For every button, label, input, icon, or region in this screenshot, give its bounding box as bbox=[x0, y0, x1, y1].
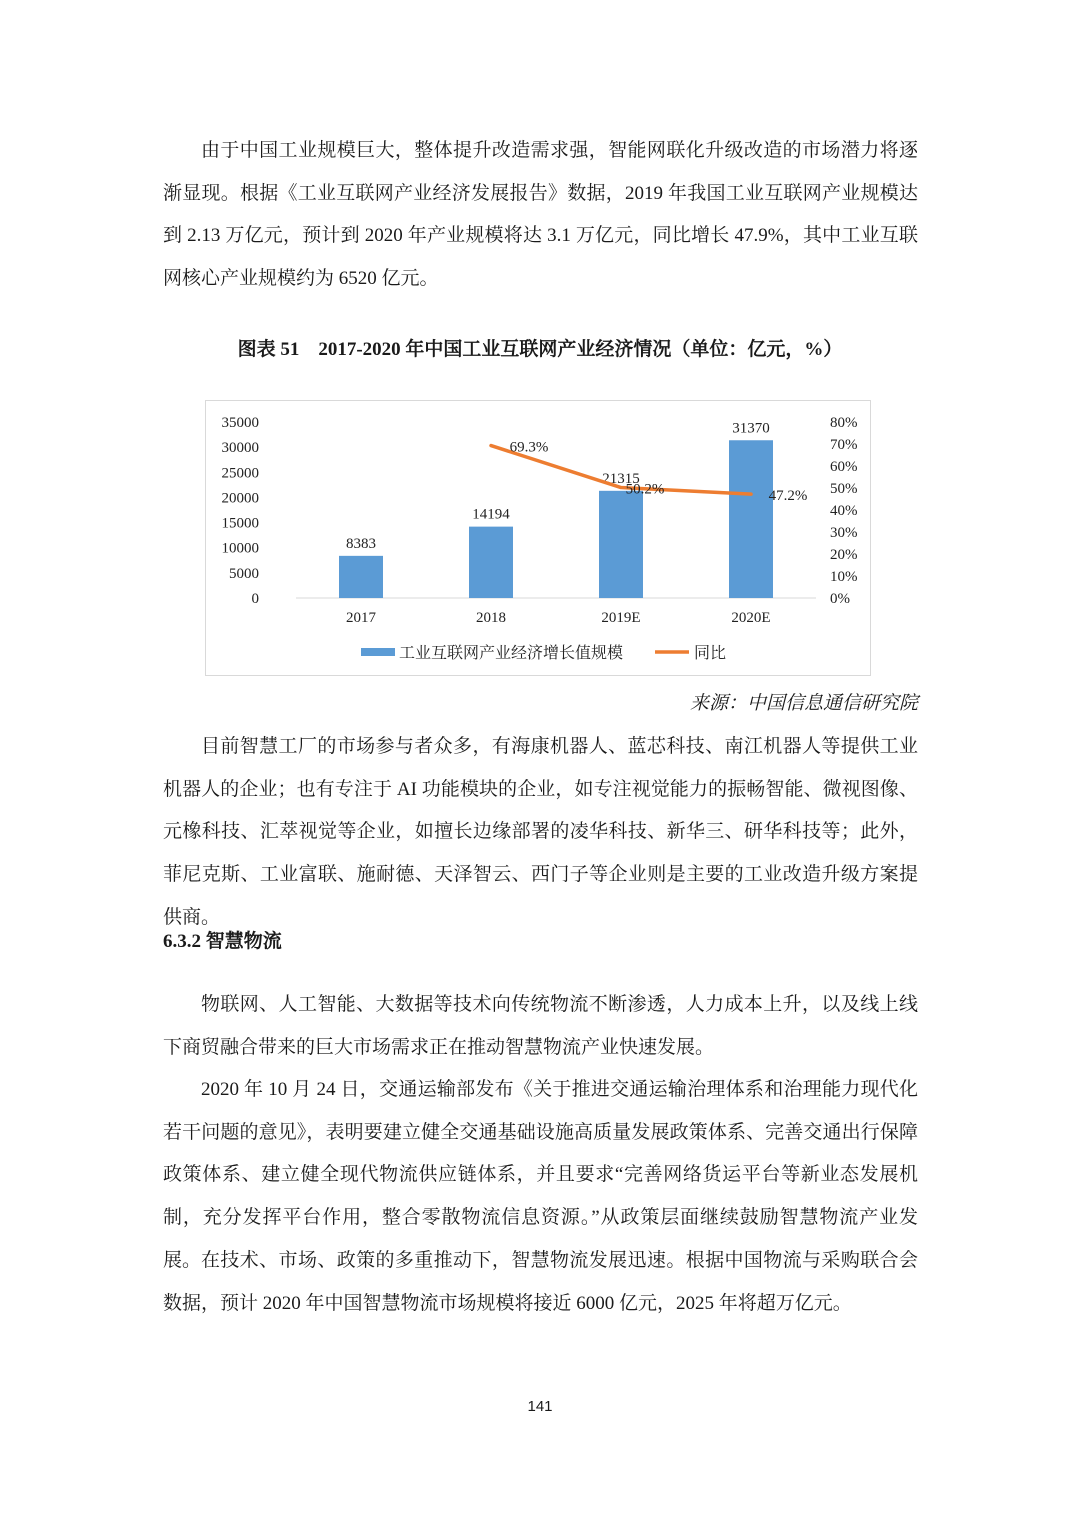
y-left-tick-label: 35000 bbox=[221, 415, 259, 431]
legend-swatch-bar bbox=[361, 648, 395, 656]
line-value-label: 69.3% bbox=[509, 439, 549, 456]
page-number: 141 bbox=[527, 1398, 553, 1415]
smart-factory-paragraph: 目前智慧工厂的市场参与者众多，有海康机器人、蓝芯科技、南江机器人等提供工业机器人的企业；也有专注于 AI 功能模块的企业，如专注视觉能力的振畅智能、微视图像、元橡科技、汇萃视觉等企业，如擅长边缘部署的凌华科技、新华三、研华科技等；此外，菲尼克斯、工业富联、施耐德、天泽智云、西门子等企业则是主要的工业改造升级方案提供商。 bbox=[163, 736, 918, 928]
y-right-tick-label: 80% bbox=[830, 415, 858, 431]
policy-paragraph: 2020 年 10 月 24 日，交通运输部发布《关于推进交通运输治理体系和治理能力现代化若干问题的意见》，表明要建立健全交通基础设施高质量发展政策体系、完善交通出行保障政策体系、建立健全现代物流供应链体系，并且要求“完善网络货运平台等新业态发展机制，充分发挥平台作用，整合零散物流信息资源。”从政策层面继续鼓励智慧物流产业发展。 bbox=[163, 1079, 918, 1271]
combo-chart bbox=[206, 401, 872, 677]
x-tick-label: 2020E bbox=[731, 610, 771, 626]
figure-title: 图表 51 2017-2020 年中国工业互联网产业经济情况（单位：亿元，%） bbox=[237, 339, 843, 360]
y-right-tick-label: 60% bbox=[830, 459, 858, 475]
market-size-paragraph: 在技术、市场、政策的多重推动下，智慧物流发展迅速。根据中国物流与采购联合会数据，预计 2020 年中国智慧物流市场规模将接近 6000 亿元，2025 年将超万亿元。 bbox=[163, 1250, 918, 1314]
bar-value-label: 8383 bbox=[346, 535, 376, 552]
y-right-tick-label: 50% bbox=[830, 481, 858, 497]
logistics-intro-paragraph: 物联网、人工智能、大数据等技术向传统物流不断渗透，人力成本上升，以及线上线下商贸融合带来的巨大市场需求正在推动智慧物流产业快速发展。 bbox=[163, 994, 918, 1058]
y-left-tick-label: 15000 bbox=[221, 515, 259, 532]
legend-label-line: 同比 bbox=[694, 645, 727, 662]
y-right-tick-label: 0% bbox=[830, 591, 850, 607]
y-left-tick-label: 0 bbox=[251, 591, 259, 607]
x-tick-label: 2018 bbox=[476, 610, 506, 626]
x-tick-label: 2019E bbox=[601, 610, 641, 626]
x-tick-label: 2017 bbox=[346, 610, 376, 626]
intro-paragraph: 由于中国工业规模巨大，整体提升改造需求强，智能网联化升级改造的市场潜力将逐渐显现。根据《工业互联网产业经济发展报告》数据，2019 年我国工业互联网产业规模达到 2.13 万亿元，预计到 2020 年产业规模将达 3.1 万亿元，同比增长 47.9%，其中工业互联网核心产业规模约为 6520 亿元。 bbox=[163, 140, 918, 290]
line-value-label: 50.2% bbox=[625, 481, 665, 498]
figure-source: 来源：中国信息通信研究院 bbox=[689, 693, 918, 714]
y-right-tick-label: 40% bbox=[830, 503, 858, 519]
y-left-tick-label: 20000 bbox=[221, 490, 259, 507]
y-right-tick-label: 30% bbox=[830, 525, 858, 541]
y-left-tick-label: 10000 bbox=[221, 540, 259, 557]
bar bbox=[599, 491, 643, 598]
y-right-tick-label: 70% bbox=[830, 437, 858, 453]
section-heading: 6.3.2 智慧物流 bbox=[163, 931, 282, 952]
bar bbox=[729, 440, 773, 598]
y-right-tick-label: 10% bbox=[830, 569, 858, 585]
bar bbox=[339, 556, 383, 598]
y-left-tick-label: 30000 bbox=[221, 440, 259, 457]
y-right-tick-label: 20% bbox=[830, 547, 858, 563]
chart-container bbox=[205, 400, 871, 676]
bar-value-label: 14194 bbox=[472, 506, 510, 523]
legend-label-bar: 工业互联网产业经济增长值规模 bbox=[399, 645, 624, 662]
y-left-tick-label: 25000 bbox=[221, 465, 259, 482]
bar-value-label: 21315 bbox=[602, 470, 640, 487]
y-left-tick-label: 5000 bbox=[229, 565, 259, 582]
line-value-label: 47.2% bbox=[768, 488, 808, 505]
bar bbox=[469, 527, 513, 598]
bar-value-label: 31370 bbox=[732, 420, 770, 437]
